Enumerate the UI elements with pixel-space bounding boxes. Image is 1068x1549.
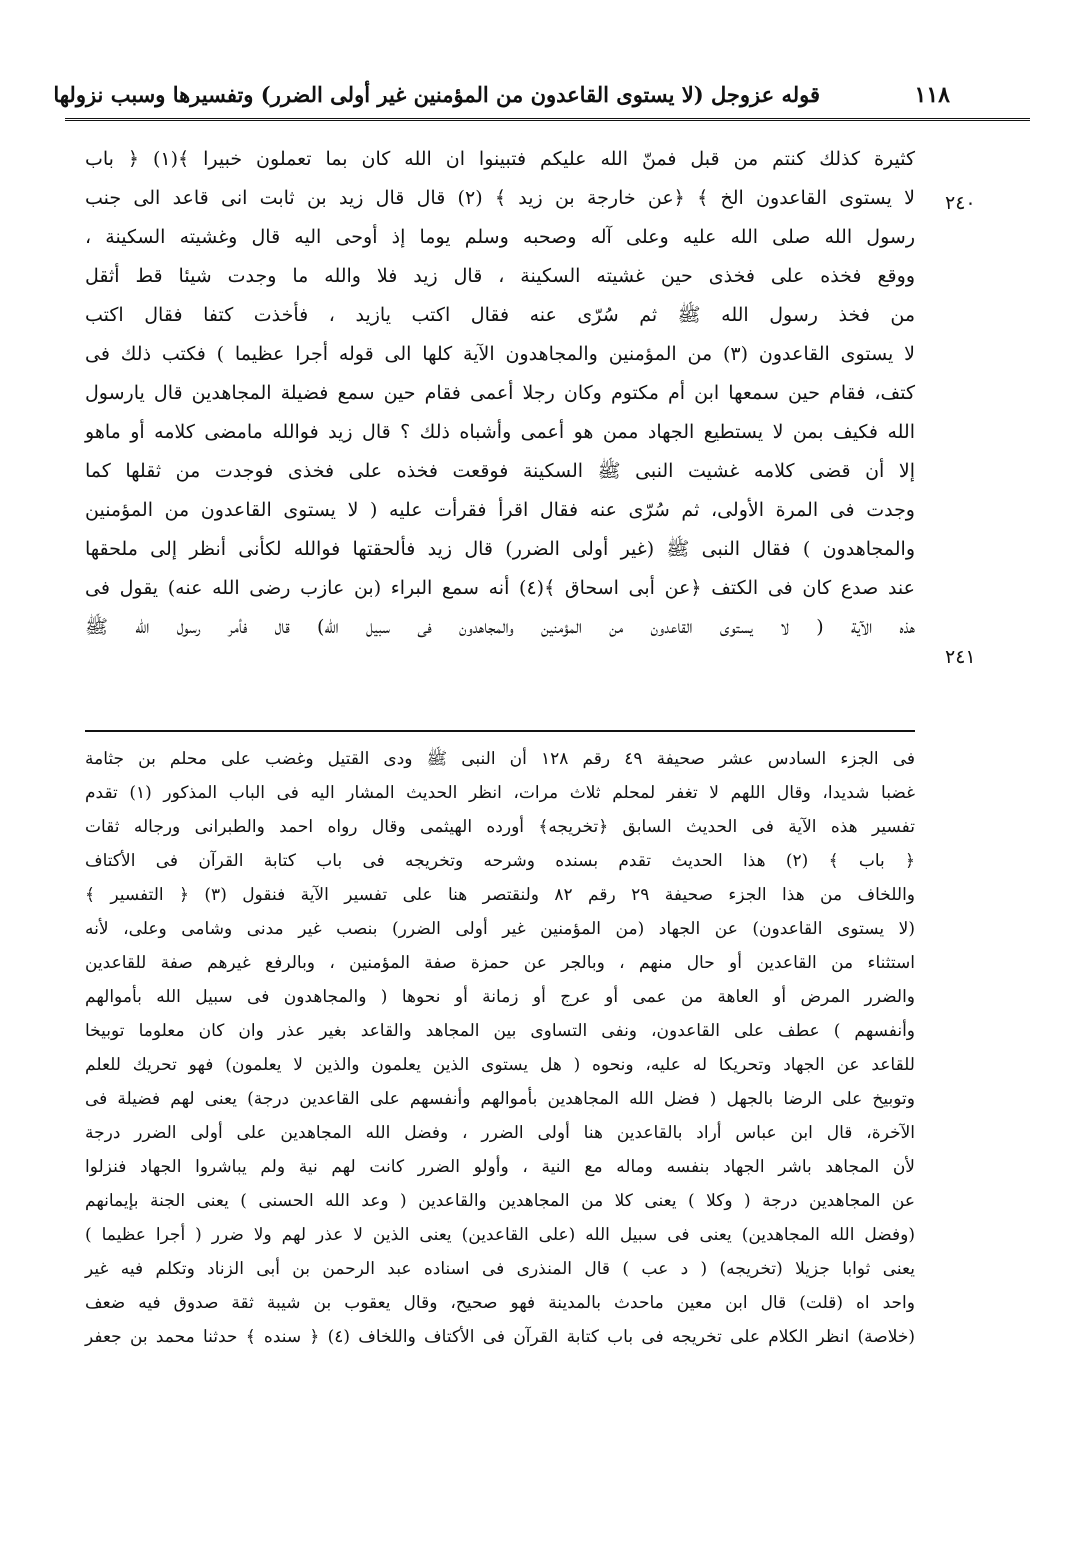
hadith-number-240: ٢٤٠	[945, 192, 976, 214]
footnote-line: (لا يستوى القاعدون) عن الجهاد (من المؤمنين غير أولى الضرر) بنصب غير مدنى وشامى وعلى، لأنه	[85, 919, 915, 939]
footnote-line: وأنفسهم ) عطف على القاعدون، ونفى التساوى بين المجاهد والقاعد بغير عذر وان كان معلوما توبيخا	[85, 1021, 915, 1041]
main-text-line: عند صدع كان فى الكتف ﴿عن أبى اسحاق ﴾(٤) أنه سمع البراء (بن عازب رضى الله عنه) يقول فى	[85, 577, 915, 599]
main-text-line: والمجاهدون ) فقال النبى ﷺ (غير أولى الضرر) قال زيد فألحقتها فوالله لكأنى أنظر إلى ملحقها	[85, 538, 915, 560]
footnote-line: فى الجزء السادس عشر صحيفة ٤٩ رقم ١٢٨ أن النبى ﷺ ودى القتيل وغضب على محلم بن جثامة	[85, 749, 915, 769]
main-text-line: رسول الله صلى الله عليه وعلى آله وصحبه وسلم يوما إذ أوحى اليه قال وغشيته السكينة ،	[85, 226, 915, 248]
footnote-line: عن المجاهدين درجة ( وكلا ) يعنى كلا من المجاهدين والقاعدين ( وعد الله الحسنى ) يعنى الجنة بإيمانهم	[85, 1191, 915, 1211]
footnote-separator	[85, 730, 915, 732]
footnote-line: (وفضل الله المجاهدين) يعنى فى سبيل الله (على القاعدين) يعنى الذين لا عذر لهم ولا ضرر ( أجرا عظيما )	[85, 1225, 915, 1245]
main-text-line: إلا أن قضى كلامه غشيت النبى ﷺ السكينة فوقعت فخذه على فخذى فوجدت من ثقلها كما	[85, 460, 915, 482]
page-number: ١١٨	[914, 82, 950, 108]
footnote-line: الآخرة، قال ابن عباس أراد بالقاعدين هنا أولى الضرر ، وفضل الله المجاهدين على أولى الضرر درجة	[85, 1123, 915, 1143]
footnote-line: ﴿ باب ﴾ (٢) هذا الحديث تقدم بسنده وشرحه وتخريجه فى باب كتابة القرآن فى الأكتاف	[85, 851, 915, 871]
footnote-line: استثناء من القاعدين أو حال منهم ، وبالجر عن حمزة صفة المؤمنين ، وبالرفع غيرهم صفة للقاعدين	[85, 953, 915, 973]
footnote-line: واللخاف من هذا الجزء صحيفة ٢٩ رقم ٨٢ ولنقتصر هنا على تفسير الآية فنقول (٣) ﴿ التفسير ﴾	[85, 885, 916, 905]
footnote-line: يعنى ثوابا جزيلا (تخريجه) ( د عب ) قال المنذرى فى اسناده عبد الرحمن بن أبى الزناد وتكلم فيه غير	[85, 1259, 915, 1279]
footnote-line: لأن المجاهد باشر الجهاد بنفسه وماله مع النية ، وأولو الضرر كانت لهم نية ولم يباشروا الجهاد فنزلوا	[85, 1157, 915, 1177]
footnote-line: واحد اه (قلت) قال ابن معين ماحدث بالمدينة فهو صحيح، وقال يعقوب بن شيبة ثقة صدوق فيه ضعف	[85, 1293, 915, 1313]
footnote-line: للقاعد عن الجهاد وتحريكا له عليه، ونحوه ( هل يستوى الذين يعلمون والذين لا يعلمون) فهو تحريك للعلم	[85, 1055, 915, 1075]
footnote-line: غضبا شديدا، وقال اللهم لا تغفر لمحلم ثلاث مرات، انظر الحديث المشار اليه فى الباب المذكور (١) تقدم	[85, 783, 915, 803]
main-text-line: الله فكيف بمن لا يستطيع الجهاد ممن هو أعمى وأشباه ذلك ؟ قال زيد فوالله مامضى كلامه أو ماهو	[85, 421, 915, 443]
main-text-line: كثيرة كذلك كنتم من قبل فمنّ الله عليكم فتبينوا ان الله كان بما تعملون خبيرا ﴾(١) ﴿ باب	[85, 148, 915, 170]
main-text-line: وجدت فى المرة الأولى، ثم سُرّى عنه فقال اقرأ فقرأت عليه ( لا يستوى القاعدون من المؤمنين	[85, 499, 915, 521]
footnote-line: وتوبيخ على الرضا بالجهل ( فضل الله المجاهدين بأموالهم وأنفسهم على القاعدين درجة) يعنى لهم فضيلة فى	[85, 1089, 915, 1109]
page-title: قوله عزوجل (لا يستوى القاعدون من المؤمنين غير أولى الضرر) وتفسيرها وسبب نزولها	[53, 82, 820, 107]
footnote-line: (خلاصة) انظر الكلام على تخريجه فى باب كتابة القرآن فى الأكتاف واللخاف (٤) ﴿ سنده ﴾ حدثنا محمد بن جعفر	[85, 1327, 915, 1347]
main-text-line: هذه الآية ( لا يستوى القاعدون من المؤمنين والمجاهدون فى سبيل الله) قال فأمر رسول الله ﷺ	[85, 616, 915, 638]
footnote-line: والضرر المرض أو العاهة من عمى أو عرج أو زمانة أو نحوها ( والمجاهدون فى سبيل الله بأموالهم	[85, 987, 915, 1007]
main-text-line: لا يستوى القاعدون الخ ﴾ ﴿عن خارجة بن زيد ﴾ (٢) قال قال زيد بن ثابت انى قاعد الى جنب	[85, 187, 915, 209]
main-text	[85, 140, 915, 705]
page-header	[53, 78, 1030, 121]
main-text-line: من فخذ رسول الله ﷺ ثم سُرّى عنه فقال اكتب يازيد ، فأخذت كتفا فقال اكتب	[85, 304, 915, 326]
main-text-line: ووقع فخذه على فخذى حين غشيته السكينة ، قال زيد فلا والله ما وجدت شيئا قط أثقل	[85, 265, 915, 287]
main-text-line: كتف، فقام حين سمعها ابن أم مكتوم وكان رجلا أعمى فقام حين سمع فضيلة المجاهدين قال يارسول	[85, 382, 915, 404]
main-text-line: لا يستوى القاعدون (٣) من المؤمنين والمجاهدون الآية كلها الى قوله أجرا عظيما ) فكتب ذلك فى	[85, 343, 915, 365]
footnote-line: تفسير هذه الآية فى الحديث السابق ﴿تخريجه﴾ أورده الهيثمى وقال رواه احمد والطبرانى ورجاله ثقات	[85, 817, 915, 837]
footnotes	[85, 742, 915, 1497]
hadith-number-241: ٢٤١	[945, 646, 976, 668]
